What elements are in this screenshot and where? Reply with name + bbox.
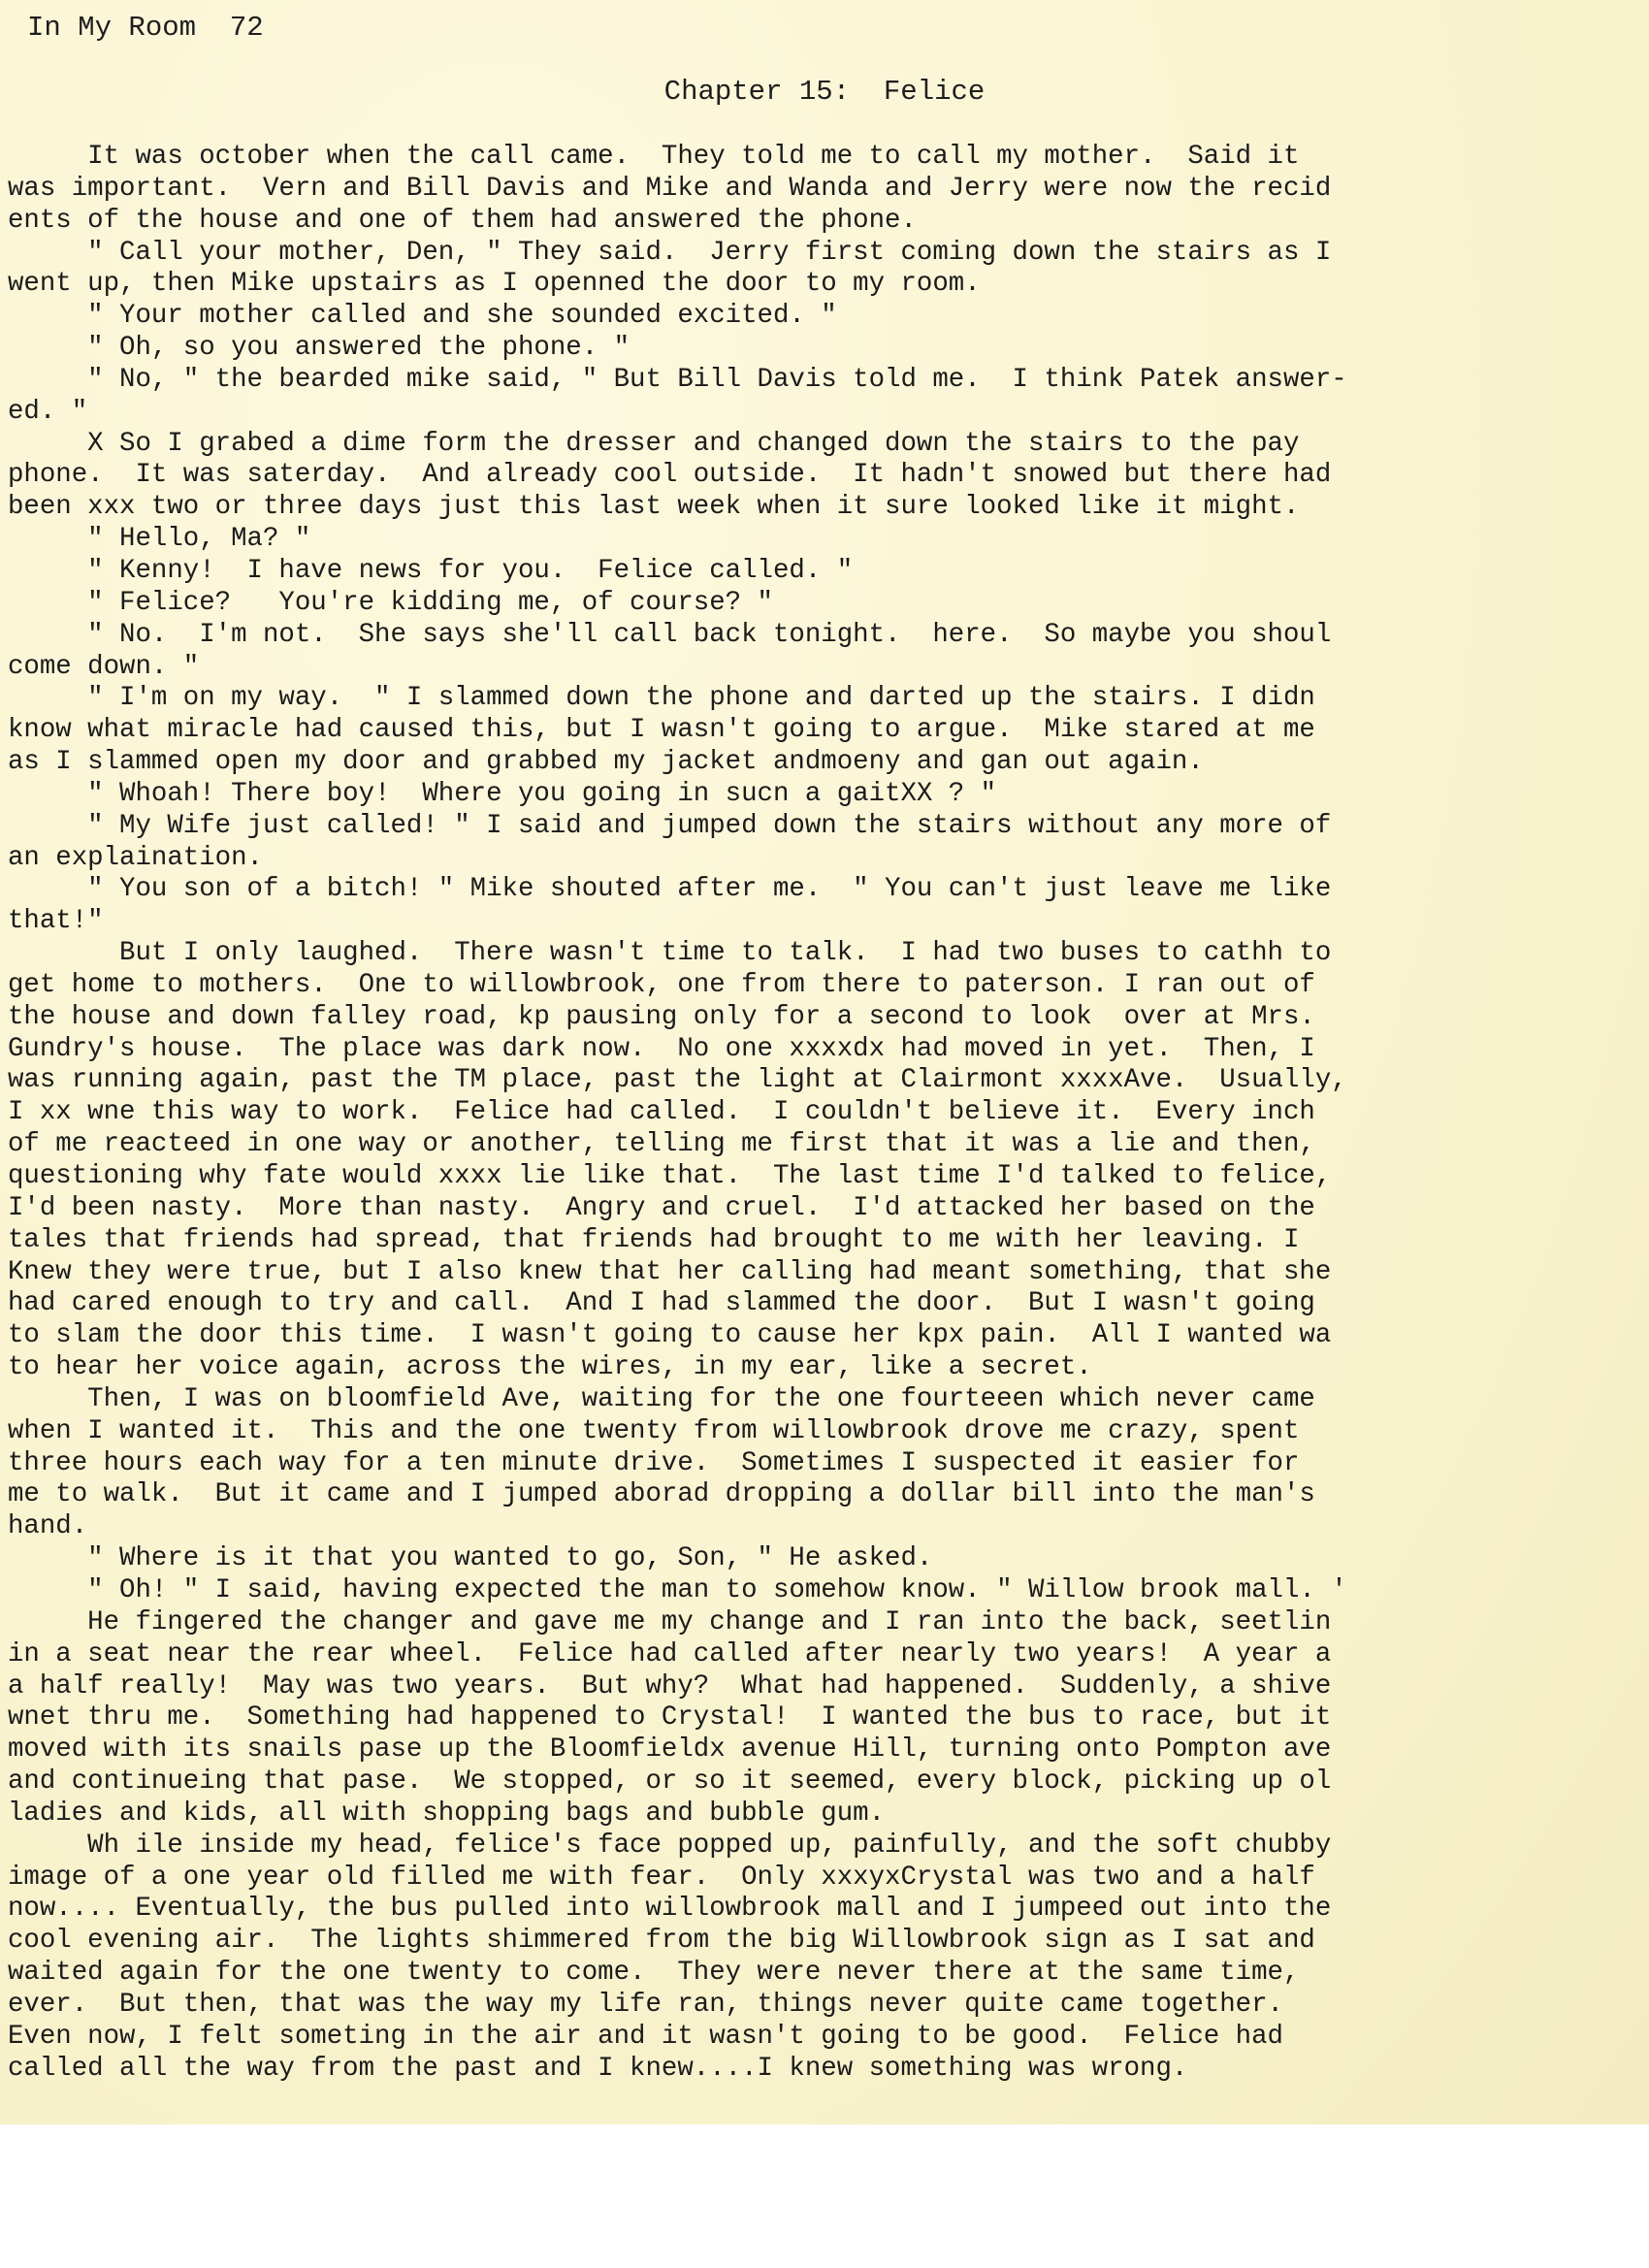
text-line: Even now, I felt someting in the air and it wasn't going to be good. Felice had	[8, 2021, 1283, 2052]
text-line: now.... Eventually, the bus pulled into willowbrook mall and I jumpeed out into the	[8, 1894, 1332, 1925]
text-line: ever. But then, that was the way my life ran, things never quite came together.	[8, 1989, 1283, 2020]
text-line: " I'm on my way. " I slammed down the phone and darted up the stairs. I didn	[8, 683, 1315, 714]
text-line: " Your mother called and she sounded excited. "	[8, 301, 837, 332]
text-line: ents of the house and one of them had answered the phone.	[8, 205, 917, 236]
text-line: It was october when the call came. They told me to call my mother. Said it	[8, 142, 1300, 172]
text-line: ladies and kids, all with shopping bags and bubble gum.	[8, 1798, 886, 1829]
text-line: ed. "	[8, 396, 88, 427]
text-line: X So I grabed a dime form the dresser and changed down the stairs to the pay	[8, 428, 1300, 459]
text-line: me to walk. But it came and I jumped aborad dropping a dollar bill into the man's	[8, 1479, 1315, 1510]
text-line: and continueing that pase. We stopped, or so it seemed, every block, picking up ol	[8, 1766, 1332, 1798]
text-line: Gundry's house. The place was dark now. No one xxxxdx had moved in yet. Then, I	[8, 1033, 1315, 1064]
running-head: In My Room 72	[27, 12, 264, 44]
text-line: to hear her voice again, across the wires, in my ear, like a secret.	[8, 1352, 1092, 1383]
text-line: as I slammed open my door and grabbed my jacket andmoeny and gan out again.	[8, 747, 1204, 778]
text-line: " Whoah! There boy! Where you going in sucn a gaitXX ? "	[8, 778, 997, 809]
text-line: " Kenny! I have news for you. Felice called. "	[8, 555, 854, 586]
text-line: in a seat near the rear wheel. Felice had called after nearly two years! A year a	[8, 1638, 1332, 1669]
text-line: " Oh! " I said, having expected the man to somehow know. " Willow brook mall. '	[8, 1574, 1347, 1605]
text-line: But I only laughed. There wasn't time to talk. I had two buses to cathh to	[8, 938, 1332, 969]
text-line: know what miracle had caused this, but I wasn't going to argue. Mike stared at me	[8, 715, 1315, 746]
text-line: " Felice? You're kidding me, of course? "	[8, 587, 773, 618]
text-line: had cared enough to try and call. And I had slammed the door. But I wasn't going	[8, 1288, 1315, 1319]
text-line: " Hello, Ma? "	[8, 524, 311, 555]
text-line: three hours each way for a ten minute drive. Sometimes I suspected it easier for	[8, 1447, 1300, 1478]
text-line: Knew they were true, but I also knew that her calling had meant something, that she	[8, 1256, 1332, 1287]
text-line: an explaination.	[8, 842, 263, 873]
text-line: called all the way from the past and I knew....I knew something was wrong.	[8, 2053, 1188, 2084]
text-line: come down. "	[8, 651, 200, 682]
text-line: to slam the door this time. I wasn't going to cause her kpx pain. All I wanted wa	[8, 1320, 1332, 1351]
text-line: that!"	[8, 906, 104, 937]
text-line: wnet thru me. Something had happened to Crystal! I wanted the bus to race, but it	[8, 1702, 1332, 1733]
text-line: was important. Vern and Bill Davis and Mike and Wanda and Jerry were now the recid	[8, 173, 1332, 204]
text-line: when I wanted it. This and the one twenty from willowbrook drove me crazy, spent	[8, 1415, 1300, 1446]
text-line: " No. I'm not. She says she'll call back tonight. here. So maybe you shoul	[8, 619, 1332, 650]
text-line: image of a one year old filled me with fear. Only xxxyxCrystal was two and a half	[8, 1862, 1315, 1893]
text-line: questioning why fate would xxxx lie like that. The last time I'd talked to felice,	[8, 1161, 1332, 1191]
text-line: " Oh, so you answered the phone. "	[8, 333, 630, 364]
text-line: phone. It was saterday. And already cool outside. It hadn't snowed but there had	[8, 460, 1332, 491]
text-line: Wh ile inside my head, felice's face popped up, painfully, and the soft chubby	[8, 1830, 1332, 1861]
text-line: I'd been nasty. More than nasty. Angry and cruel. I'd attacked her based on the	[8, 1192, 1315, 1223]
text-line: been xxx two or three days just this last week when it sure looked like it might.	[8, 492, 1300, 523]
text-line: tales that friends had spread, that friends had brought to me with her leaving. I	[8, 1224, 1300, 1255]
text-line: " My Wife just called! " I said and jumped down the stairs without any more of	[8, 810, 1332, 841]
text-line: " You son of a bitch! " Mike shouted after me. " You can't just leave me like	[8, 874, 1332, 905]
text-line: " Where is it that you wanted to go, Son, " He asked.	[8, 1543, 933, 1574]
text-line: moved with its snails pase up the Bloomfieldx avenue Hill, turning onto Pompton ave	[8, 1734, 1332, 1766]
text-line: hand.	[8, 1511, 88, 1542]
text-line: Then, I was on bloomfield Ave, waiting for the one fourteeen which never came	[8, 1383, 1315, 1414]
text-line: get home to mothers. One to willowbrook, one from there to paterson. I ran out of	[8, 969, 1315, 1000]
text-line: a half really! May was two years. But why? What had happened. Suddenly, a shive	[8, 1670, 1332, 1701]
text-line: of me reacteed in one way or another, telling me first that it was a lie and then,	[8, 1129, 1315, 1160]
chapter-title: Chapter 15: Felice	[663, 76, 986, 108]
text-line: went up, then Mike upstairs as I openned the door to my room.	[8, 269, 981, 300]
text-line: the house and down falley road, kp pausing only for a second to look over at Mrs.	[8, 1001, 1315, 1032]
text-line: He fingered the changer and gave me my change and I ran into the back, seetlin	[8, 1606, 1332, 1637]
text-line: " Call your mother, Den, " They said. Jerry first coming down the stairs as I	[8, 237, 1332, 268]
text-line: cool evening air. The lights shimmered from the big Willowbrook sign as I sat and	[8, 1926, 1315, 1957]
text-line: waited again for the one twenty to come. They were never there at the same time,	[8, 1958, 1300, 1989]
text-line: " No, " the bearded mike said, " But Bill Davis told me. I think Patek answer-	[8, 364, 1347, 395]
text-line: was running again, past the TM place, past the light at Clairmont xxxxAve. Usually,	[8, 1065, 1347, 1096]
text-line: I xx wne this way to work. Felice had called. I couldn't believe it. Every inch	[8, 1097, 1315, 1128]
body-text	[8, 142, 1637, 2085]
